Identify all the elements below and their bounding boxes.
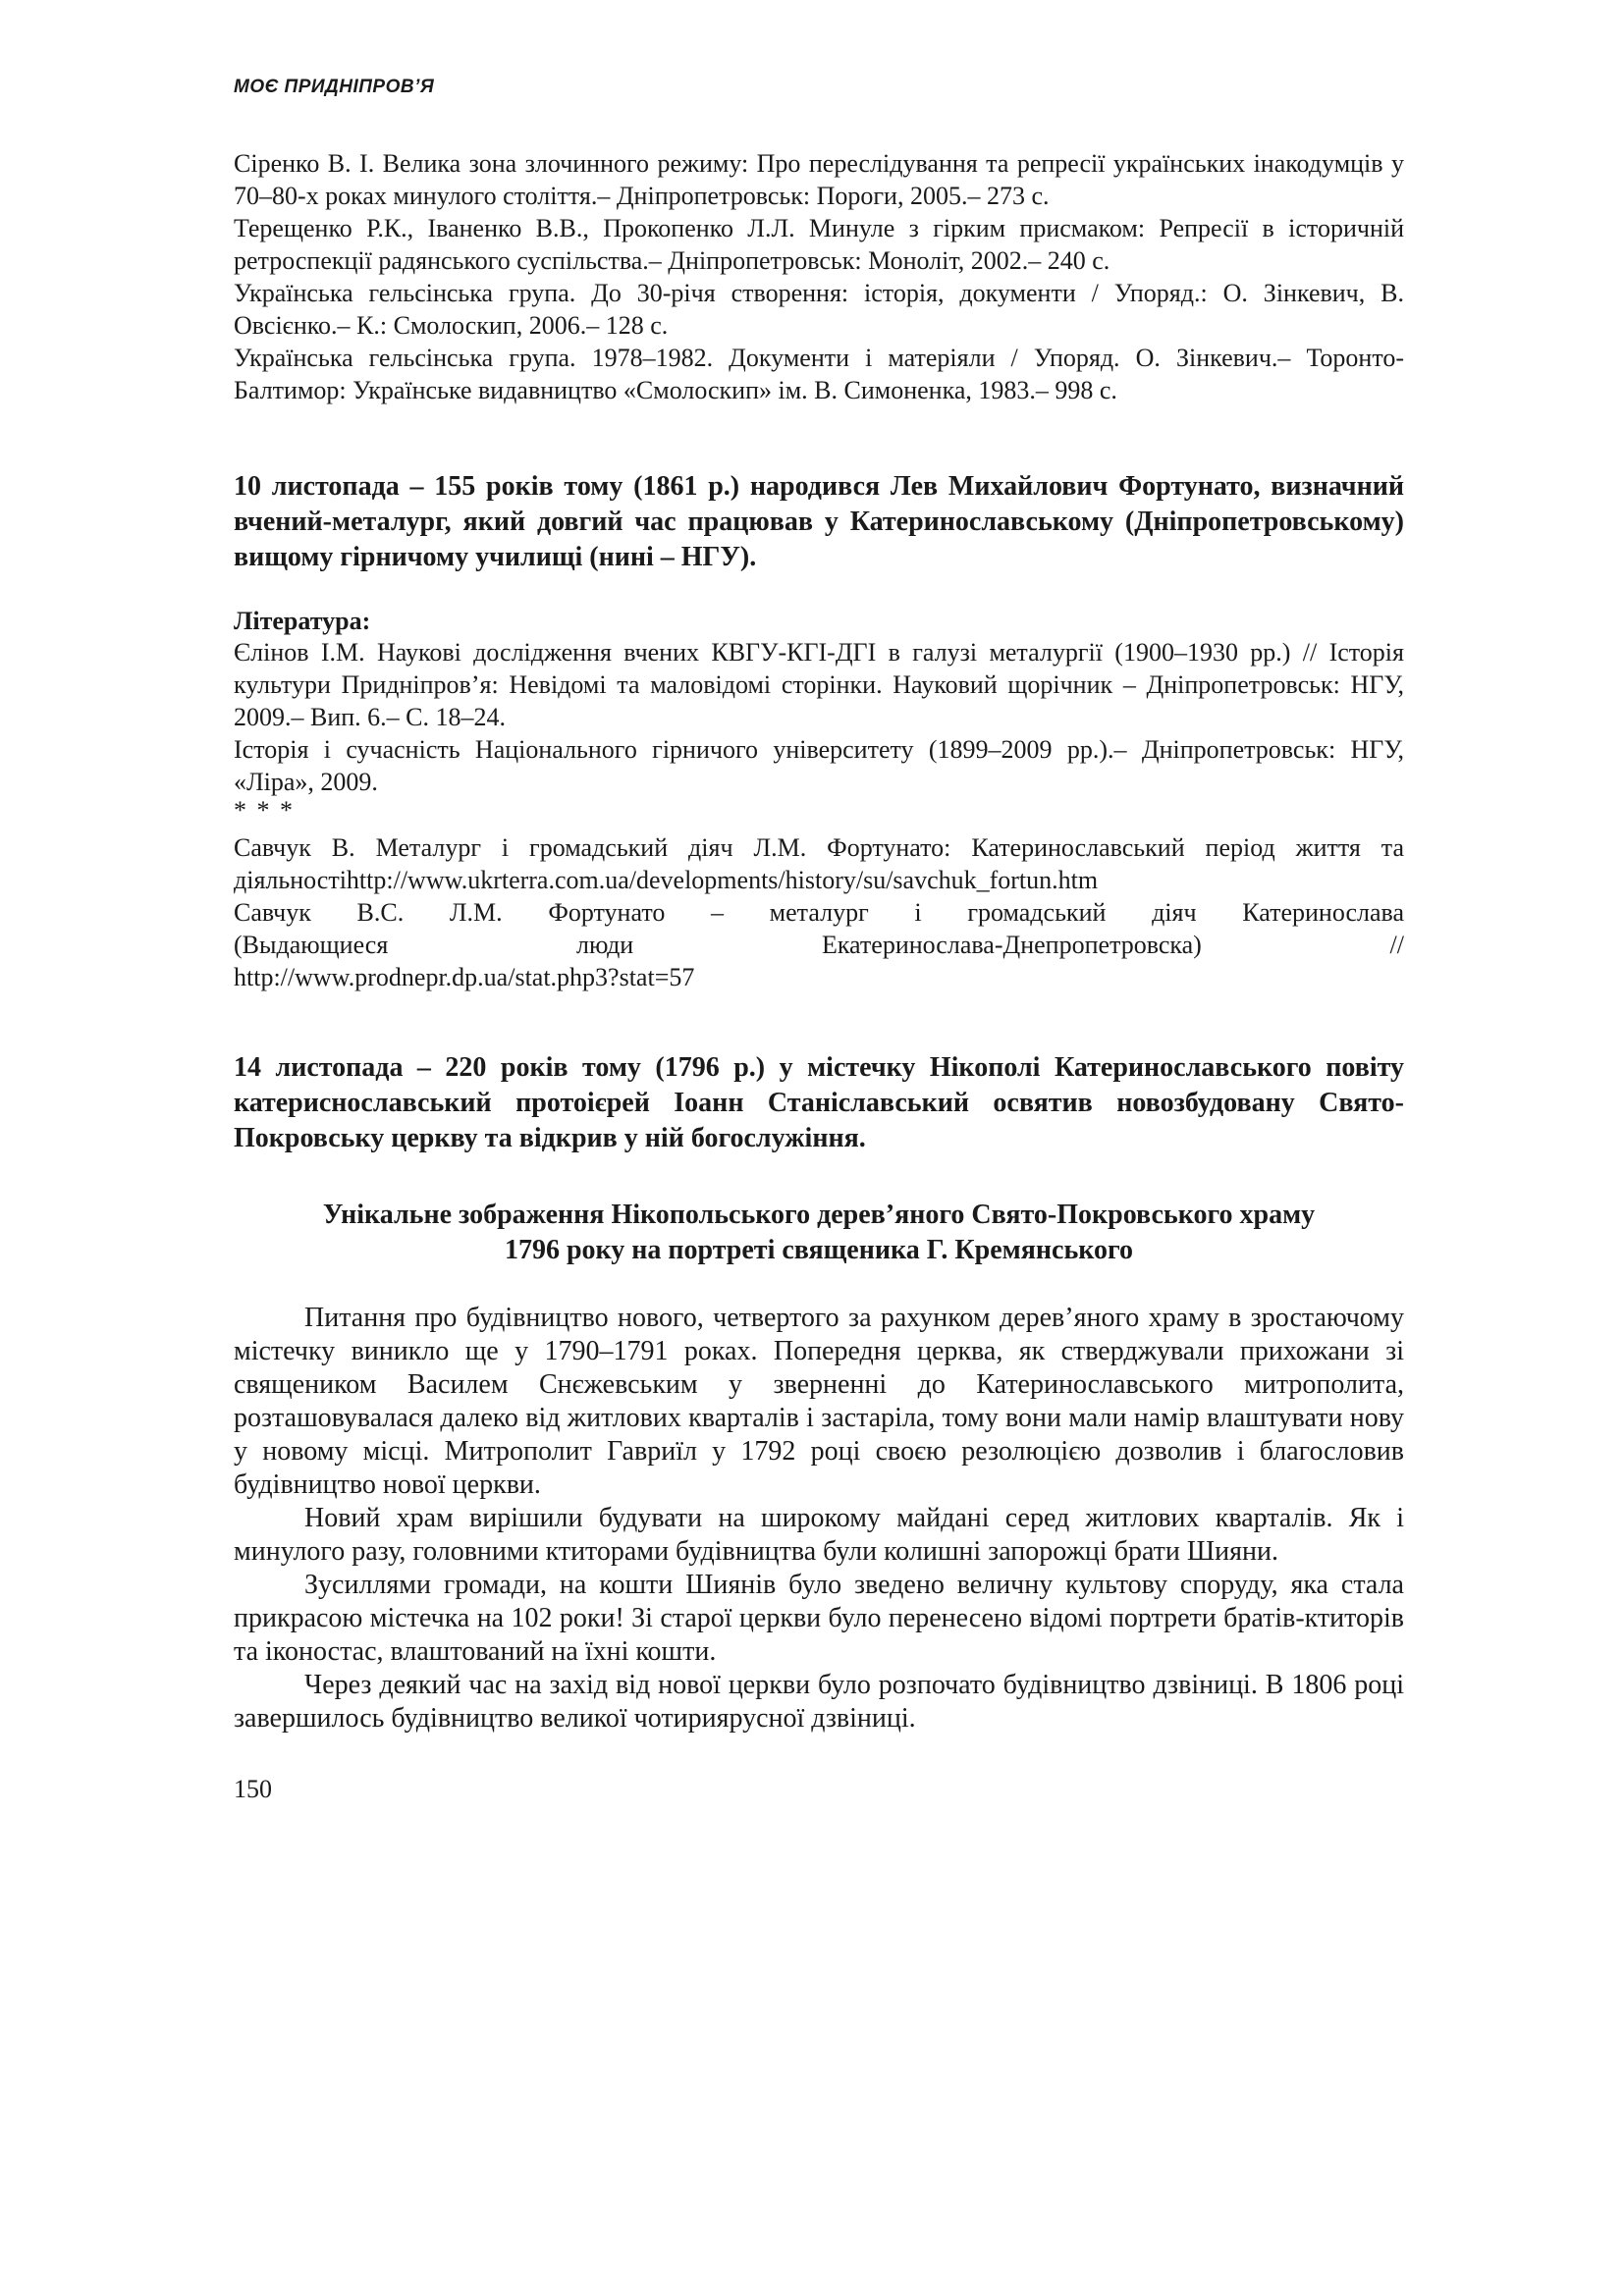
reference-item: Українська гельсінська група. До 30-річя створення: історія, документи / Упоряд.: О. Зінкевич, В. Овсієнко.– К.: Смолоскип, 2006.– 128 с. xyxy=(234,279,1404,340)
body-paragraph: Питання про будівництво нового, четвертого за рахунком дерев’яного храму в зростаючому містечку виникло ще у 1790–1791 роках. Попередня церква, як стверджували прихожани зі священиком Василем Снєжевським у зверненні до Катеринославського митрополита, розташовувалася далеко від житлових кварталів і застаріла, тому вони мали намір влаштувати нову у новому місці. Митрополит Гавриїл у 1792 році своєю резолюцією дозволив і благословив будівництво нової церкви. xyxy=(234,1303,1404,1500)
reference-item: Сіренко В. І. Велика зона злочинного режиму: Про переслідування та репресії українських інакодумців у 70–80-х роках минулого століття.– Дніпропетровськ: Пороги, 2005.– 273 с. xyxy=(234,149,1404,210)
body-paragraph: Новий храм вирішили будувати на широкому майдані серед житлових кварталів. Як і минулого разу, головними ктиторами будівництва були колишні запорожці брати Шияни. xyxy=(234,1503,1404,1567)
separator-stars: * * * xyxy=(234,796,295,825)
running-header: МОЄ ПРИДНІПРОВ’Я xyxy=(234,77,435,97)
subheading-line: Унікальне зображення Нікопольського дерев’яного Свято-Покровського храму xyxy=(322,1200,1316,1230)
body-paragraph: Через деякий час на захід від нової церкви було розпочато будівництво дзвіниці. В 1806 році завершилось будівництво великої чотириярусної дзвіниці. xyxy=(234,1670,1404,1734)
section-fortunato xyxy=(234,469,1404,575)
references-top xyxy=(234,147,1404,406)
reference-item: Українська гельсінська група. 1978–1982. Документи і матеріяли / Упоряд. О. Зінкевич.– Торонто-Балтимор: Українське видавництво «Смолоскип» ім. В. Симоненка, 1983.– 998 с. xyxy=(234,344,1404,404)
literature-block xyxy=(234,607,1404,993)
reference-item: Єлінов І.М. Наукові дослідження вчених КВГУ-КГІ-ДГІ в галузі металургії (1900–1930 рр.) // Історія культури Придніпров’я: Невідомі та маловідомі сторінки. Науковий щорічник – Дніпропетровськ: НГУ, 2009.– Вип. 6.– С. 18–24. xyxy=(234,638,1404,731)
section-nikopol xyxy=(234,1050,1404,1156)
reference-item-line: (Выдающиеся люди Екатеринослава-Днепропетровска) // xyxy=(234,931,1404,959)
article-subheading xyxy=(234,1198,1404,1268)
reference-item: Історія і сучасність Національного гірничого університету (1899–2009 рр.).– Дніпропетровськ: НГУ, «Ліра», 2009. xyxy=(234,735,1404,796)
reference-url: http://www.prodnepr.dp.ua/stat.php3?stat=57 xyxy=(234,963,695,991)
body-paragraph: Зусиллями громади, на кошти Шиянів було зведено величну культову споруду, яка стала прикрасою містечка на 102 роки! Зі старої церкви було перенесено відомі портрети братів-ктиторів та іконостас, влаштований на їхні кошти. xyxy=(234,1570,1404,1667)
page-number: 150 xyxy=(234,1775,272,1803)
section-heading: 14 листопада – 220 років тому (1796 р.) у містечку Нікополі Катеринославського повіту катериснославський протоієрей Іоанн Станіславський освятив новозбудовану Свято-Покровську церкву та відкрив у ній богослужіння. xyxy=(234,1052,1404,1153)
reference-item: Савчук В. Металург і громадський діяч Л.М. Фортунато: Катеринославський період життя та діяльностіhttp://www.ukrterra.com.ua/developments/history/su/savchuk_fortun.htm xyxy=(234,833,1404,894)
reference-item: Терещенко Р.К., Іваненко В.В., Прокопенко Л.Л. Минуле з гірким присмаком: Репресії в історичній ретроспекції радянського суспільства.– Дніпропетровськ: Моноліт, 2002.– 240 с. xyxy=(234,214,1404,275)
subheading-line: 1796 року на портреті священика Г. Кремянського xyxy=(504,1235,1134,1265)
section-heading: 10 листопада – 155 років тому (1861 р.) народився Лев Михайлович Фортунато, визначний вчений-металург, який довгий час працював у Катеринославському (Дніпропетровському) вищому гірничому училищі (нині – НГУ). xyxy=(234,471,1404,572)
literature-label: Література: xyxy=(234,607,371,635)
reference-item-line: Савчук В.С. Л.М. Фортунато – металург і громадський діяч Катеринослава xyxy=(234,898,1404,927)
article-body xyxy=(234,1302,1404,1735)
